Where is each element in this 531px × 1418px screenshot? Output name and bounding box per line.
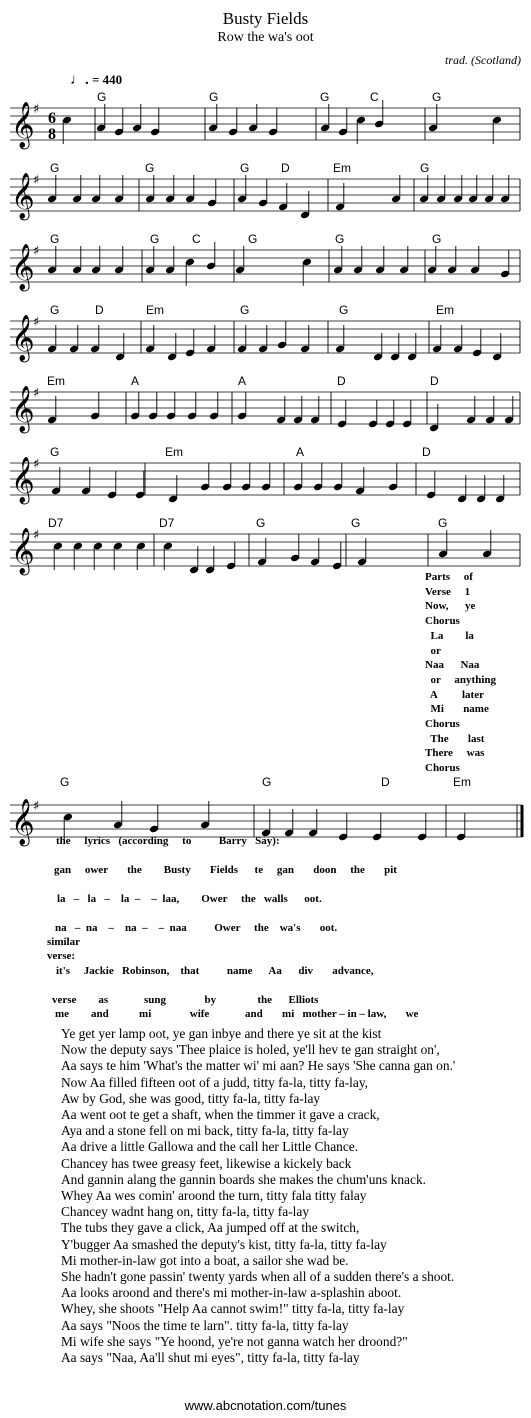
side-lyric-line: Mi name [425, 703, 489, 716]
verse-line: Whey Aa wes comin' aroond the turn, titty fala titty falay [61, 1188, 367, 1204]
staff-row [0, 453, 531, 509]
chord-symbol: D [422, 445, 431, 459]
footer-link[interactable]: www.abcnotation.com/tunes [184, 1398, 347, 1413]
treble-clef-icon: 𝄞 [11, 173, 35, 219]
chord-symbol: C [370, 90, 379, 104]
sharp-icon: ♯ [33, 799, 40, 814]
verse-line: Aa went oot te get a shaft, when the timmer it gave a crack, [61, 1107, 380, 1123]
side-lyric-line: Parts of [425, 571, 473, 583]
sharp-icon: ♯ [33, 173, 40, 188]
side-lyric-line: Chorus [425, 615, 460, 628]
sharp-icon: ♯ [33, 386, 40, 401]
side-lyric-line: La la [425, 629, 474, 642]
tune-title: Busty Fields [222, 9, 309, 28]
chord-symbol: Em [333, 161, 351, 175]
chord-symbol: G [432, 232, 442, 246]
chord-symbol: G [50, 232, 60, 246]
side-lyric-line: Now, ye [425, 600, 476, 613]
dotted-quarter-note-icon: ♩. [70, 72, 89, 88]
lyric-line: the lyrics (according to Barry Say): [56, 835, 280, 847]
chord-symbol: G [248, 232, 258, 246]
verse-line: Aya and a stone fell on mi back, titty fa-la, titty fa-lay [61, 1123, 349, 1139]
chord-symbol: Em [453, 775, 471, 789]
verse-line: Aa says te him 'What's the matter wi' mi aan? He says 'She canna gan on.' [61, 1058, 456, 1074]
chord-symbol: G [150, 232, 160, 246]
staff-row [0, 382, 531, 438]
chord-symbol: D7 [48, 516, 64, 530]
chord-symbol: G [262, 775, 272, 789]
composer-credit: trad. (Scotland) [445, 53, 521, 67]
lyric-line: me and mi wife and mi mother – in – law, we [55, 1008, 419, 1020]
chord-symbol: G [420, 161, 430, 175]
chord-symbol: D [95, 303, 104, 317]
chord-symbol: G [351, 516, 361, 530]
verse-line: And gannin alang the gannin boards she makes the chum'uns knack. [61, 1171, 426, 1187]
verse-line: Whey, she shoots "Help Aa cannot swim!" titty fa-la, titty fa-lay [61, 1301, 405, 1317]
chord-symbol: A [238, 374, 247, 388]
tune-subtitle: Row the wa's oot [217, 30, 314, 45]
verse-line: Y'bugger Aa smashed the deputy's kist, titty fa-la, titty fa-lay [61, 1236, 387, 1252]
side-lyric-line: Chorus [425, 718, 460, 730]
lyric-line: verse as sung by the Elliots [52, 994, 319, 1006]
chord-symbol: D [337, 374, 346, 388]
chord-symbol: G [256, 516, 266, 530]
side-lyric-line: Verse 1 [425, 585, 471, 598]
chord-symbol: G [335, 232, 345, 246]
sharp-icon: ♯ [33, 244, 40, 259]
verse-line: Aa looks aroond and there's mi mother-in-law a-splashin aboot. [61, 1285, 402, 1301]
verse-text [61, 1026, 455, 1366]
treble-clef-icon: 𝄞 [11, 244, 35, 290]
treble-clef-icon: 𝄞 [11, 799, 35, 845]
chord-symbol: G [240, 303, 250, 317]
staff-row [0, 240, 531, 296]
tempo-value: = 440 [92, 72, 123, 87]
chord-symbol: D [281, 161, 290, 175]
chord-symbol: G [60, 775, 70, 789]
chord-symbol: G [438, 516, 448, 530]
chord-symbol: G [50, 445, 60, 459]
chord-symbol: G [145, 161, 155, 175]
chord-symbol: G [50, 303, 60, 317]
verse-line: She hadn't gone passin' twenty yards when all of a sudden there's a shoot. [61, 1269, 455, 1285]
chord-symbol: G [320, 90, 330, 104]
lyric-line: verse: [47, 950, 76, 962]
side-lyric-line: or [425, 644, 441, 657]
chord-symbol: G [432, 90, 442, 104]
chord-symbol: D [381, 775, 390, 789]
chord-symbol: G [209, 90, 219, 104]
sharp-icon: ♯ [33, 315, 40, 330]
sharp-icon: ♯ [33, 457, 40, 472]
sharp-icon: ♯ [33, 528, 40, 543]
verse-line: Mi mother-in-law got into a boat, a sailor she wad be. [61, 1252, 349, 1268]
verse-line: Chancey wadnt hang on, titty fa-la, titty fa-lay [61, 1204, 310, 1220]
verse-line: Chancey has twee greasy feet, likewise a kickely back [61, 1155, 352, 1171]
verse-line: Now Aa filled fifteen oot of a judd, titty fa-la, titty fa-lay, [61, 1074, 369, 1090]
treble-clef-icon: 𝄞 [11, 386, 35, 432]
treble-clef-icon: 𝄞 [11, 102, 35, 148]
verse-line: Aa says "Noos the time te larn". titty fa-la, titty fa-lay [61, 1317, 349, 1333]
side-lyric-line: There was [425, 747, 485, 760]
time-signature-top: 6 [48, 110, 56, 127]
lyric-line: gan ower the Busty Fields te gan doon the pit [54, 864, 397, 876]
verse-line: Mi wife she says "Ye hoond, ye're not ganna watch her droond?" [61, 1333, 408, 1349]
chord-symbol: G [339, 303, 349, 317]
verse-line: Aw by God, she was good, titty fa-la, titty fa-lay [61, 1090, 321, 1106]
verse-line: Now the deputy says 'Thee plaice is holed, ye'll hev te gan straight on', [61, 1042, 440, 1058]
verse-line: Ye get yer lamp oot, ye gan inbye and there ye sit at the kist [61, 1026, 382, 1041]
chord-symbol: Em [436, 303, 454, 317]
tempo-marking [70, 72, 122, 89]
chord-symbol: Em [146, 303, 164, 317]
chord-symbol: Em [165, 445, 183, 459]
chord-symbol: Em [47, 374, 65, 388]
treble-clef-icon: 𝄞 [11, 457, 35, 503]
chord-symbol: A [131, 374, 140, 388]
staff-row [0, 169, 531, 225]
chord-symbol: G [97, 90, 107, 104]
side-lyric-line: A later [425, 688, 484, 701]
staff-row [0, 98, 531, 154]
lyric-line: it's Jackie Robinson, that name Aa div advance, [56, 965, 374, 977]
treble-clef-icon: 𝄞 [11, 528, 35, 574]
lyric-line: similar [47, 936, 80, 948]
verse-line: The tubs they gave a click, Aa jumped off at the switch, [61, 1220, 360, 1236]
verse-line: Aa drive a little Gallowa and the call her Little Chance. [61, 1139, 359, 1155]
chord-symbol: A [296, 445, 305, 459]
side-lyric-line: Naa Naa [425, 659, 480, 672]
chord-symbol: G [240, 161, 250, 175]
side-lyric-line: Chorus [425, 762, 460, 775]
time-signature-bottom: 8 [48, 126, 56, 143]
verse-line: Aa says "Naa, Aa'll shut mi eyes", titty fa-la, titty fa-lay [61, 1350, 360, 1366]
side-lyric-line: or anything [425, 673, 497, 686]
sharp-icon: ♯ [33, 102, 40, 117]
chord-symbol: G [50, 161, 60, 175]
side-lyric-line: The last [425, 732, 485, 745]
staff-row [0, 311, 531, 367]
chord-symbol: D [430, 374, 439, 388]
chord-symbol: D7 [159, 516, 175, 530]
lyric-line: na – na – na – – naa Ower the wa's oot. [55, 922, 338, 934]
treble-clef-icon: 𝄞 [11, 315, 35, 361]
chord-symbol: C [192, 232, 201, 246]
lyric-line: la – la – la – – laa, Ower the walls oot. [57, 893, 322, 905]
